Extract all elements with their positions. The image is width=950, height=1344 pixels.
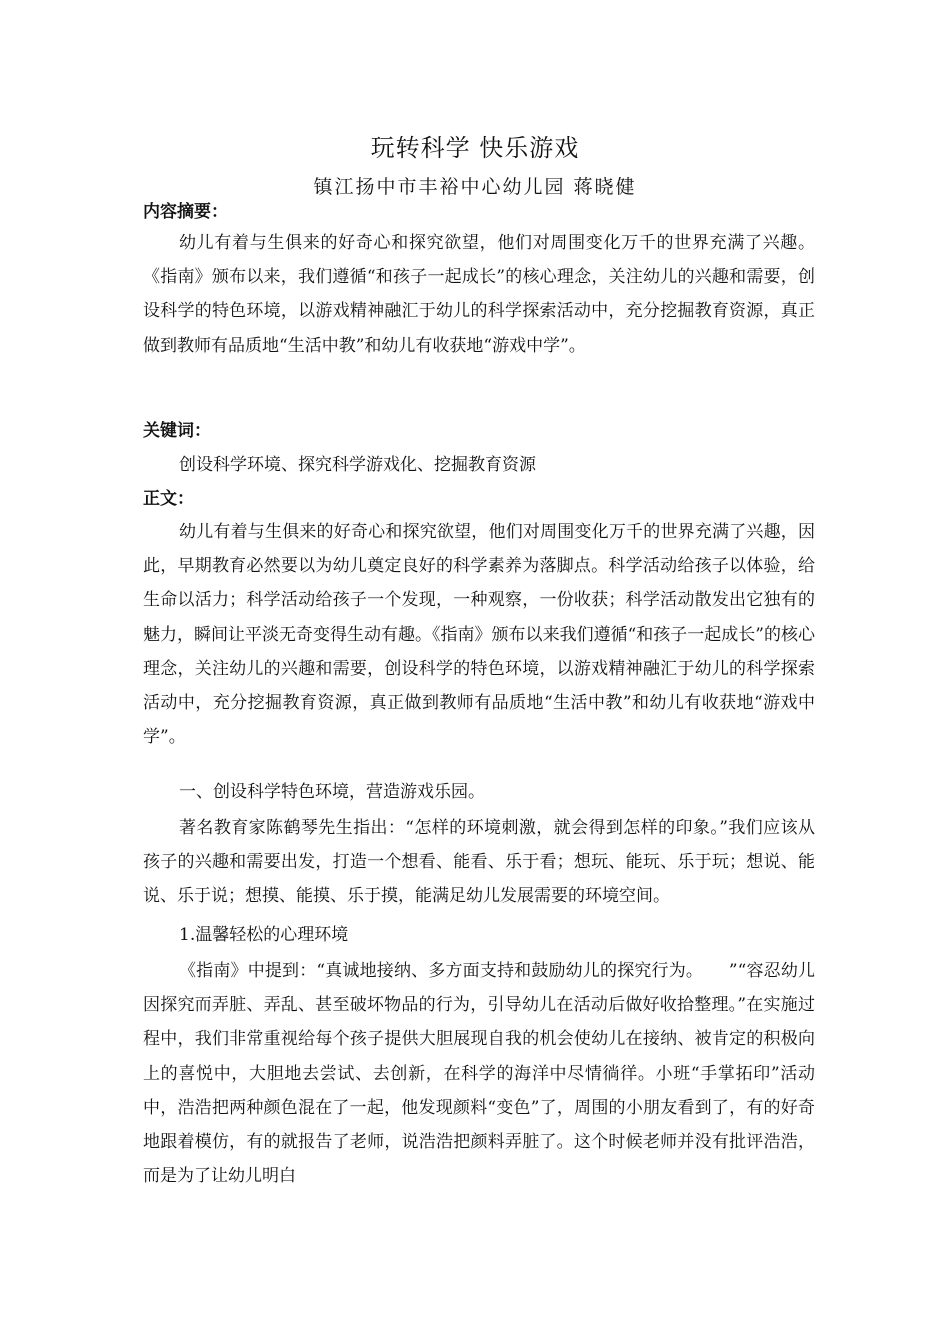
body-heading: 正文： — [143, 489, 194, 509]
author-line: 镇江扬中市丰裕中心幼儿园 蒋晓健 — [313, 176, 637, 198]
body-paragraph: 幼儿有着与生俱来的好奇心和探究欲望，他们对周围变化万千的世界充满了兴趣，因此，早期教育必然要以为幼儿奠定良好的科学素养为落脚点。科学活动给孩子以体验，给生命以活力；科学活动给孩子一个发现，一种观察，一份收获；科学活动散发出它独有的魅力，瞬间让平淡无奇变得生动有趣。《指南》颁布以来我们遵循“和孩子一起成长”的核心理念，关注幼儿的兴趣和需要，创设科学的特色环境，以游戏精神融汇于幼儿的科学探索活动中，充分挖掘教育资源，真正做到教师有品质地“生活中教”和幼儿有收获地“游戏中学”。 — [143, 522, 815, 748]
subsection-paragraph: 《指南》中提到：“真诚地接纳、多方面支持和鼓励幼儿的探究行为。 ”“容忍幼儿因探究而弄脏、弄乱、甚至破坏物品的行为，引导幼儿在活动后做好收拾整理。”在实施过程中，我们非常重视给每个孩子提供大胆展现自我的机会使幼儿在接纳、被肯定的积极向上的喜悦中，大胆地去尝试、去创新，在科学的海洋中尽情徜徉。小班“手掌拓印”活动中，浩浩把两种颜色混在了一起，他发现颜料“变色”了，周围的小朋友看到了，有的好奇地跟着模仿，有的就报告了老师，说浩浩把颜料弄脏了。这个时候老师并没有批评浩浩，而是为了让幼儿明白 — [143, 961, 815, 1187]
section-title: 一、创设科学特色环境，营造游戏乐园。 — [179, 782, 485, 802]
keywords-paragraph: 创设科学环境、探究科学游戏化、挖掘教育资源 — [179, 455, 536, 475]
subsection-title: 1.温馨轻松的心理环境 — [179, 925, 349, 945]
document-title: 玩转科学 快乐游戏 — [370, 134, 580, 162]
abstract-heading: 内容摘要： — [143, 202, 228, 222]
abstract-paragraph: 幼儿有着与生俱来的好奇心和探究欲望，他们对周围变化万千的世界充满了兴趣。《指南》颁布以来，我们遵循“和孩子一起成长”的核心理念，关注幼儿的兴趣和需要，创设科学的特色环境，以游戏精神融汇于幼儿的科学探索活动中，充分挖掘教育资源，真正做到教师有品质地“生活中教”和幼儿有收获地“游戏中学”。 — [143, 233, 815, 356]
section-paragraph: 著名教育家陈鹤琴先生指出：“怎样的环境刺激，就会得到怎样的印象。”我们应该从孩子的兴趣和需要出发，打造一个想看、能看、乐于看；想玩、能玩、乐于玩；想说、能说、乐于说；想摸、能摸、乐于摸，能满足幼儿发展需要的环境空间。 — [143, 818, 815, 907]
keywords-heading: 关键词： — [143, 421, 211, 441]
